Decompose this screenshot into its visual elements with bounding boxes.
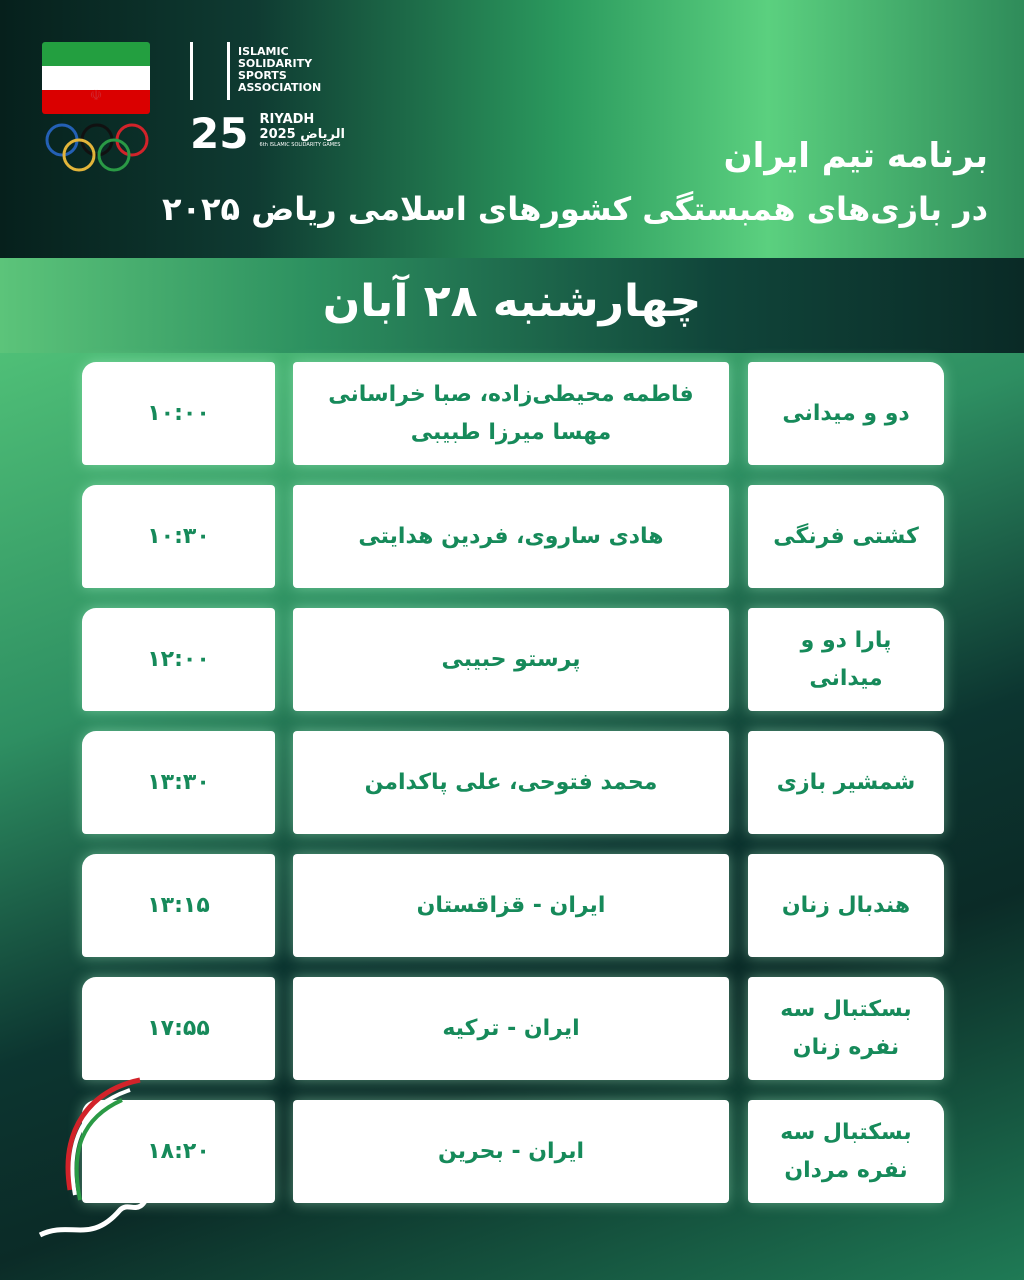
sport-cell: پارا دو و میدانی xyxy=(748,608,944,711)
sport-cell: شمشیر بازی xyxy=(748,731,944,834)
olympic-rings-icon xyxy=(42,122,152,174)
iran-flag xyxy=(42,42,150,114)
sport-cell: کشتی فرنگی xyxy=(748,485,944,588)
time-cell: ۱۰:۳۰ xyxy=(82,485,275,588)
riyadh-2025-logo: 25 RIYADH 2025 الرياض 6th ISLAMIC SOLIDARITY GAMES xyxy=(190,109,345,158)
time-cell: ۱۷:۵۵ xyxy=(82,977,275,1080)
nada-watermark-logo xyxy=(30,1070,160,1250)
time-cell: ۱۲:۰۰ xyxy=(82,608,275,711)
athletes-cell: هادی ساروی، فردین هدایتی xyxy=(293,485,729,588)
page-title: برنامه تیم ایران xyxy=(723,136,988,176)
athletes-cell: ایران - ترکیه xyxy=(293,977,729,1080)
isa-logo xyxy=(190,42,322,100)
emblem-icon: ☫ xyxy=(89,88,103,104)
page-subtitle: در بازی‌های همبستگی کشورهای اسلامی ریاض ۲۰۲۵ xyxy=(161,190,988,228)
sport-cell: دو و میدانی xyxy=(748,362,944,465)
sport-cell: هندبال زنان xyxy=(748,854,944,957)
isa-logo-text: ISLAMIC SOLIDARITY SPORTS ASSOCIATION xyxy=(238,45,322,94)
athletes-cell: فاطمه محیطی‌زاده، صبا خراسانی مهسا میرزا طبیبی xyxy=(293,362,729,465)
athletes-cell: ایران - بحرین xyxy=(293,1100,729,1203)
time-cell: ۱۳:۳۰ xyxy=(82,731,275,834)
athletes-cell: پرستو حبیبی xyxy=(293,608,729,711)
athletes-cell: ایران - قزاقستان xyxy=(293,854,729,957)
date-heading: چهارشنبه ۲۸ آبان xyxy=(322,276,702,327)
sport-cell: بسکتبال سه نفره مردان xyxy=(748,1100,944,1203)
time-cell: ۱۳:۱۵ xyxy=(82,854,275,957)
time-cell: ۱۸:۲۰ xyxy=(82,1100,275,1203)
time-cell: ۱۰:۰۰ xyxy=(82,362,275,465)
sport-cell: بسکتبال سه نفره زنان xyxy=(748,977,944,1080)
athletes-cell: محمد فتوحی، علی پاکدامن xyxy=(293,731,729,834)
